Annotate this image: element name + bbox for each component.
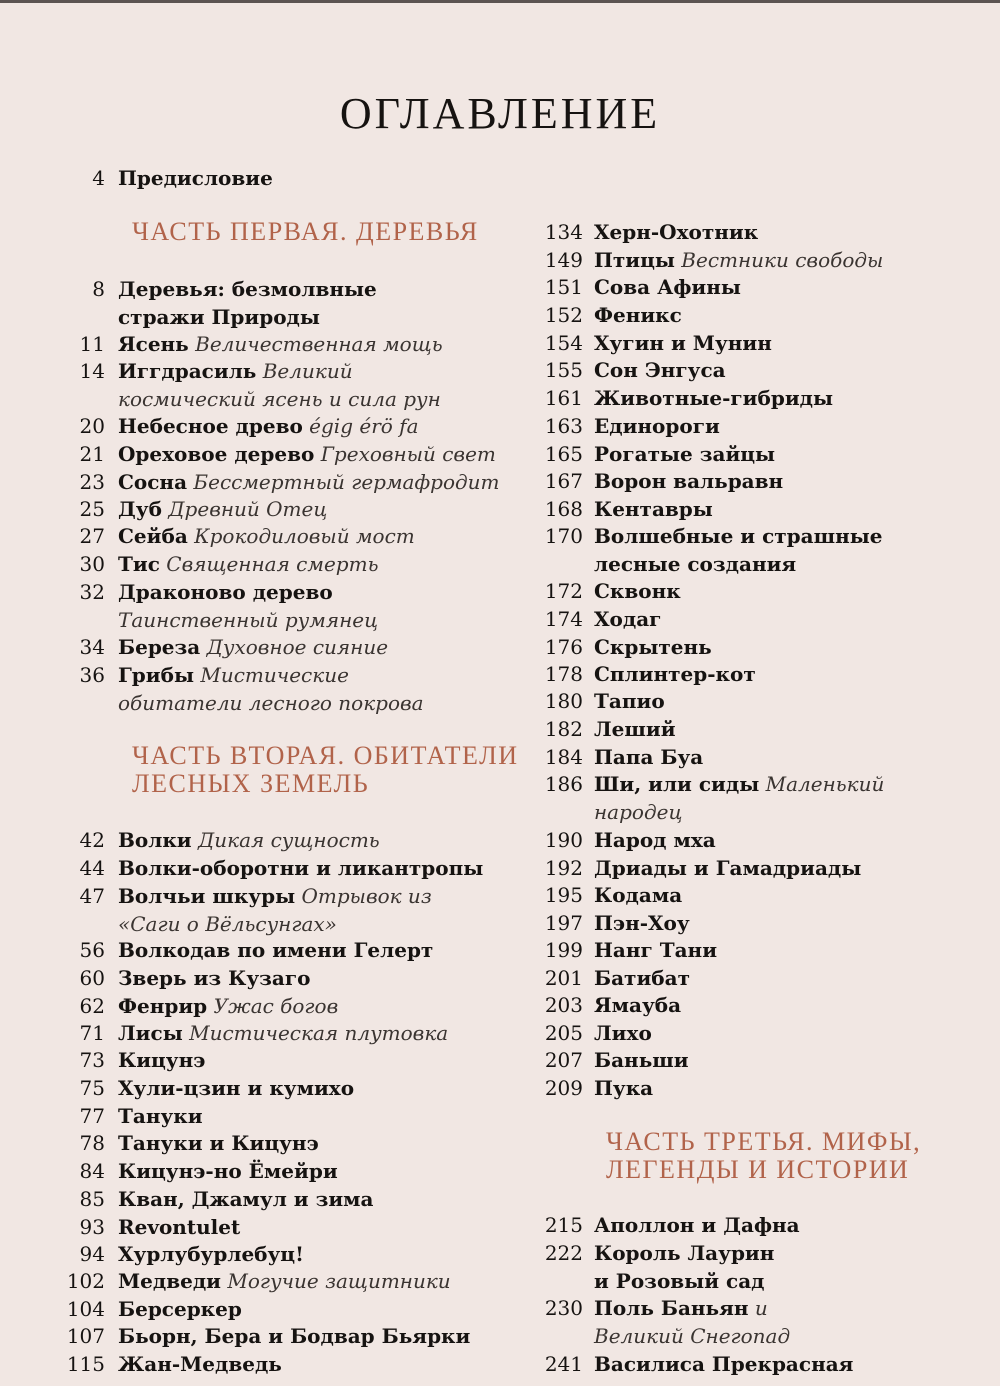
toc-entry[interactable] (0, 883, 540, 938)
entry-title: Сейба (118, 524, 188, 548)
entry-title: Тапио (594, 689, 665, 713)
page-number: 186 (544, 772, 583, 796)
toc-entry[interactable] (0, 358, 540, 413)
entry-title: Revontulet (118, 1215, 241, 1239)
entry-title: Драконово дерево (118, 580, 333, 604)
entry-title: Жан-Медведь (118, 1352, 282, 1376)
entry-title: Сова Афины (594, 275, 741, 299)
entry-title: Волшебные и страшные лесные создания (594, 524, 883, 576)
entry-title: Единороги (594, 414, 720, 438)
toc-entry[interactable] (0, 579, 540, 634)
entry-title: Поль Баньян (594, 1296, 749, 1320)
page-number: 36 (79, 663, 105, 687)
toc-entry[interactable] (0, 1020, 540, 1048)
entry-title: Ореховое дерево (118, 442, 315, 466)
page-number: 241 (544, 1352, 583, 1376)
entry-title: Папа Буа (594, 745, 704, 769)
entry-subtitle: Ужас богов (213, 994, 339, 1018)
entry-title: Дриады и Гамадриады (594, 856, 862, 880)
toc-entry[interactable] (530, 578, 1000, 606)
entry-title: Пэн-Хоу (594, 911, 690, 935)
toc-entry[interactable] (0, 662, 540, 717)
page-number: 134 (544, 220, 583, 244)
entry-subtitle: Дикая сущность (197, 828, 380, 852)
page-number: 197 (544, 911, 583, 935)
entry-title: Бьорн, Бера и Бодвар Бьярки (118, 1324, 471, 1348)
section-heading-part-1: ЧАСТЬ ПЕРВАЯ. ДЕРЕВЬЯ (132, 217, 479, 246)
entry-title: Сон Энгуса (594, 358, 726, 382)
page-number: 94 (79, 1242, 105, 1266)
entry-subtitle: Бессмертный гермафродит (193, 470, 500, 494)
toc-entry[interactable] (0, 993, 540, 1021)
toc-entry[interactable] (530, 441, 1000, 469)
entry-title: Иггдрасиль (118, 359, 257, 383)
entry-title: Животные-гибриды (594, 386, 834, 410)
page-number: 115 (66, 1352, 105, 1376)
page-number: 71 (79, 1021, 105, 1045)
page-number: 30 (79, 552, 105, 576)
entry-title: Кодама (594, 883, 683, 907)
page-title: ОГЛАВЛЕНИЕ (339, 89, 661, 138)
entry-title: Хугин и Мунин (594, 331, 772, 355)
toc-entry[interactable] (0, 496, 540, 524)
entry-subtitle: Мистические обитатели лесного покрова (118, 663, 424, 715)
page-number: 149 (544, 248, 583, 272)
entry-subtitle: Древний Отец (168, 497, 328, 521)
toc-entry[interactable] (0, 1158, 540, 1186)
toc-entry[interactable] (530, 855, 1000, 883)
entry-title: Береза (118, 635, 201, 659)
entry-title: Рогатые зайцы (594, 442, 776, 466)
page-number: 176 (544, 635, 583, 659)
toc-entry[interactable] (530, 247, 1000, 275)
toc-entry[interactable] (0, 1214, 540, 1242)
page-number: 151 (544, 275, 583, 299)
page-number: 174 (544, 607, 583, 631)
entry-title: Король Лаурин и Розовый сад (594, 1241, 775, 1293)
toc-entry[interactable] (530, 468, 1000, 496)
entry-title: Ши, или сиды (594, 772, 760, 796)
toc-entry[interactable] (0, 1103, 540, 1131)
page-number: 152 (544, 303, 583, 327)
toc-entry[interactable] (530, 744, 1000, 772)
page-number: 155 (544, 358, 583, 382)
entry-title: Сосна (118, 470, 188, 494)
page-number: 23 (79, 470, 105, 494)
entry-title: Медведи (118, 1269, 221, 1293)
toc-entry[interactable] (530, 1351, 1000, 1379)
section-heading-part-3: ЧАСТЬ ТРЕТЬЯ. МИФЫ, ЛЕГЕНДЫ И ИСТОРИИ (606, 1127, 922, 1184)
toc-entry[interactable] (0, 855, 540, 883)
page-number: 75 (79, 1076, 105, 1100)
entry-title: Баньши (594, 1048, 689, 1072)
page-number: 85 (79, 1187, 105, 1211)
page-number: 32 (79, 580, 105, 604)
entry-title: Ямауба (594, 993, 682, 1017)
toc-entry[interactable] (530, 1295, 1000, 1350)
page-number: 78 (79, 1131, 105, 1155)
page-number: 182 (544, 717, 583, 741)
page-number: 77 (79, 1104, 105, 1128)
toc-entry[interactable] (530, 1047, 1000, 1075)
toc-entry[interactable] (0, 1323, 540, 1351)
entry-title: Кентавры (594, 497, 713, 521)
toc-entry[interactable] (530, 523, 1000, 578)
section-heading-part-2: ЧАСТЬ ВТОРАЯ. ОБИТАТЕЛИ ЛЕСНЫХ ЗЕМЕЛЬ (132, 741, 519, 798)
entry-subtitle: Духовное сияние (206, 635, 389, 659)
toc-entry[interactable] (0, 551, 540, 579)
page-number: 180 (544, 689, 583, 713)
entry-title: Волчьи шкуры (118, 884, 296, 908)
entry-title: Кицунэ (118, 1048, 206, 1072)
entry-title: Дуб (118, 497, 162, 521)
toc-entry[interactable] (530, 606, 1000, 634)
toc-entry[interactable] (0, 413, 540, 441)
entry-title: Аполлон и Дафна (594, 1213, 800, 1237)
entry-subtitle: Греховный свет (320, 442, 496, 466)
entry-title: Леший (594, 717, 676, 741)
page-number: 165 (544, 442, 583, 466)
page-number: 27 (79, 524, 105, 548)
page-number: 20 (79, 414, 105, 438)
entry-subtitle: Мистическая плутовка (189, 1021, 449, 1045)
page-number: 222 (544, 1241, 583, 1265)
toc-entry[interactable] (0, 1130, 540, 1158)
toc-entry[interactable] (530, 496, 1000, 524)
page-number: 14 (79, 359, 105, 383)
toc-entry-preface[interactable] (0, 165, 540, 193)
toc-entry[interactable] (0, 827, 540, 855)
toc-entry[interactable] (0, 441, 540, 469)
page-number: 154 (544, 331, 583, 355)
toc-entry[interactable] (530, 688, 1000, 716)
page-number: 230 (544, 1296, 583, 1320)
entry-subtitle: и Великий Снегопад (594, 1296, 791, 1348)
page-number: 21 (79, 442, 105, 466)
entry-title: Сплинтер-кот (594, 662, 756, 686)
entry-title: Пука (594, 1076, 654, 1100)
entry-title: Волки-оборотни и ликантропы (118, 856, 484, 880)
toc-entry[interactable] (530, 661, 1000, 689)
toc-entry[interactable] (530, 1212, 1000, 1240)
entry-title: Волки (118, 828, 192, 852)
page-number: 207 (544, 1048, 583, 1072)
page-number: 56 (79, 938, 105, 962)
toc-entry[interactable] (0, 1296, 540, 1324)
page-number: 107 (66, 1324, 105, 1348)
page-number: 215 (544, 1213, 583, 1237)
entry-title: Лихо (594, 1021, 652, 1045)
toc-entry[interactable] (530, 716, 1000, 744)
page-number: 170 (544, 524, 583, 548)
entry-title: Предисловие (118, 166, 273, 190)
page-number: 172 (544, 579, 583, 603)
entry-title: Небесное древо (118, 414, 303, 438)
toc-entry[interactable] (530, 634, 1000, 662)
page-number: 8 (92, 277, 105, 301)
toc-entry[interactable] (0, 331, 540, 359)
page-number: 190 (544, 828, 583, 852)
entry-title: Хурлубурлебуц! (118, 1242, 304, 1266)
toc-entry[interactable] (530, 1020, 1000, 1048)
entry-title: Ясень (118, 332, 189, 356)
entry-title: Кицунэ-но Ёмейри (118, 1159, 338, 1183)
toc-entry[interactable] (530, 302, 1000, 330)
page-number: 102 (66, 1269, 105, 1293)
entry-subtitle: Таинственный румянец (118, 607, 379, 632)
page-number: 168 (544, 497, 583, 521)
page-number: 195 (544, 883, 583, 907)
entry-subtitle: Великий космический ясень и сила рун (118, 359, 441, 411)
page-number: 199 (544, 938, 583, 962)
entry-subtitle: Крокодиловый мост (194, 524, 415, 548)
page-number: 192 (544, 856, 583, 880)
toc-entry[interactable] (530, 992, 1000, 1020)
toc-entry[interactable] (0, 469, 540, 497)
entry-title: Берсеркер (118, 1297, 242, 1321)
toc-entry[interactable] (0, 937, 540, 965)
entry-subtitle: Священная смерть (166, 552, 379, 576)
page-number: 163 (544, 414, 583, 438)
page-number: 84 (79, 1159, 105, 1183)
entry-title: Ходаг (594, 607, 662, 631)
entry-title: Птицы (594, 248, 675, 272)
toc-entry[interactable] (530, 910, 1000, 938)
entry-title: Тануки (118, 1104, 203, 1128)
entry-title: Нанг Тани (594, 938, 718, 962)
entry-subtitle: égig érö fa (309, 414, 419, 438)
entry-title: Деревья: безмолвные стражи Природы (118, 277, 377, 329)
entry-title: Тис (118, 552, 160, 576)
toc-entry[interactable] (530, 937, 1000, 965)
page-number: 62 (79, 994, 105, 1018)
toc-entry[interactable] (530, 882, 1000, 910)
page-number: 73 (79, 1048, 105, 1072)
toc-entry[interactable] (530, 219, 1000, 247)
page-number: 209 (544, 1076, 583, 1100)
toc-entry[interactable] (530, 1240, 1000, 1295)
page-number: 34 (79, 635, 105, 659)
entry-title: Грибы (118, 663, 195, 687)
toc-entry[interactable] (530, 274, 1000, 302)
page-number: 60 (79, 966, 105, 990)
page-number: 47 (79, 884, 105, 908)
page-number: 4 (92, 166, 105, 190)
page-number: 178 (544, 662, 583, 686)
toc-entry[interactable] (0, 634, 540, 662)
toc-entry[interactable] (530, 413, 1000, 441)
entry-subtitle: Отрывок из «Саги о Вёльсунгах» (118, 884, 432, 936)
toc-entry[interactable] (0, 523, 540, 551)
toc-entry[interactable] (530, 1075, 1000, 1103)
toc-entry[interactable] (0, 276, 540, 331)
page-number: 161 (544, 386, 583, 410)
entry-title: Волкодав по имени Гелерт (118, 938, 434, 962)
entry-title: Ворон вальравн (594, 469, 784, 493)
toc-entry[interactable] (0, 1075, 540, 1103)
page-number: 201 (544, 966, 583, 990)
entry-subtitle: Могучие защитники (227, 1269, 451, 1293)
page-number: 93 (79, 1215, 105, 1239)
page-number: 203 (544, 993, 583, 1017)
page-number: 184 (544, 745, 583, 769)
entry-title: Василиса Прекрасная (594, 1352, 854, 1376)
page-number: 167 (544, 469, 583, 493)
page-number: 44 (79, 856, 105, 880)
toc-entry[interactable] (0, 1047, 540, 1075)
entry-title: Херн-Охотник (594, 220, 759, 244)
entry-title: Лисы (118, 1021, 183, 1045)
entry-title: Кван, Джамул и зима (118, 1187, 374, 1211)
toc-entry[interactable] (530, 827, 1000, 855)
entry-subtitle: Величественная мощь (195, 332, 443, 356)
top-border (0, 0, 1000, 3)
page-number: 104 (66, 1297, 105, 1321)
entry-title: Тануки и Кицунэ (118, 1131, 319, 1155)
toc-entry[interactable] (530, 357, 1000, 385)
entry-title: Хули-цзин и кумихо (118, 1076, 355, 1100)
toc-entry[interactable] (0, 1351, 540, 1379)
page-number: 205 (544, 1021, 583, 1045)
toc-entry[interactable] (0, 1186, 540, 1214)
toc-entry[interactable] (0, 1241, 540, 1269)
entry-title: Скрытень (594, 635, 712, 659)
toc-entry[interactable] (0, 965, 540, 993)
entry-title: Народ мха (594, 828, 716, 852)
toc-entry[interactable] (530, 385, 1000, 413)
entry-title: Зверь из Кузаго (118, 966, 311, 990)
toc-entry[interactable] (530, 330, 1000, 358)
entry-title: Фенрир (118, 994, 208, 1018)
entry-title: Батибат (594, 966, 690, 990)
entry-title: Феникс (594, 303, 682, 327)
entry-subtitle: Маленький народец (594, 772, 885, 824)
entry-title: Сквонк (594, 579, 681, 603)
page-number: 11 (79, 332, 105, 356)
toc-entry[interactable] (0, 1268, 540, 1296)
page-number: 25 (79, 497, 105, 521)
toc-entry[interactable] (530, 965, 1000, 993)
page-number: 42 (79, 828, 105, 852)
entry-subtitle: Вестники свободы (681, 248, 884, 272)
toc-entry[interactable] (530, 771, 1000, 826)
